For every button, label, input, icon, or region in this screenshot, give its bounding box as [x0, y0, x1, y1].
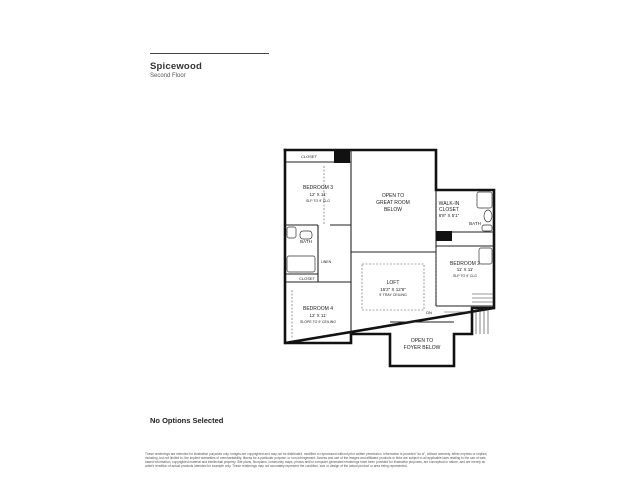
- sink-icon: [482, 225, 492, 231]
- bathtub-icon: [287, 256, 315, 272]
- walk-in-closet-size: 6'8" X 5'1": [438, 213, 460, 218]
- options-status: No Options Selected: [150, 416, 224, 425]
- toilet-icon: [484, 210, 492, 222]
- linen-label: LINEN: [320, 260, 332, 264]
- bedroom2-name: BEDROOM 2: [449, 261, 481, 267]
- walk-in-closet-line1: WALK-IN: [438, 201, 460, 207]
- closet-bottom-label: CLOSET: [298, 276, 316, 281]
- shower-icon: [477, 192, 492, 208]
- floor-label: Second Floor: [150, 73, 186, 79]
- stair-label: DN: [426, 310, 432, 315]
- open-great-room-line3: BELOW: [383, 207, 403, 213]
- walk-in-closet-line2: CLOSET: [438, 207, 460, 213]
- open-foyer-line1: OPEN TO: [410, 338, 434, 344]
- loft-size: 15'2" X 12'8": [380, 287, 406, 292]
- exterior-walls: [285, 150, 494, 366]
- tub-icon: [479, 248, 492, 264]
- bedroom4-name: BEDROOM 4: [302, 306, 334, 312]
- bedroom4-size: 12' X 11': [309, 313, 327, 318]
- bedroom3-name: BEDROOM 3: [302, 185, 334, 191]
- sink-icon: [300, 231, 312, 239]
- bedroom3-note: SLP TO 9' CLG: [305, 199, 331, 203]
- bedroom2-size: 11' X 11': [456, 267, 474, 272]
- open-foyer-line2: FOYER BELOW: [403, 345, 441, 351]
- open-great-room-line1: OPEN TO: [381, 193, 405, 199]
- bedroom4-note: SLOPE TO 9' CEILING: [300, 320, 336, 324]
- closet-label: CLOSET: [300, 154, 318, 159]
- bath-left-label: BATH: [300, 239, 312, 244]
- open-great-room-line2: GREAT ROOM: [376, 200, 410, 206]
- loft-note: 9' TRAY CEILING: [379, 293, 407, 297]
- bath-right-label: BATH: [469, 221, 481, 226]
- disclaimer-text: These renderings are intended for illustrative purposes only. Images are copyrighted and may not be distributed, modified or reproduced without prior written permission. Information is provided "as is", without warranty, either express or implied, including, but not limited to, the implied warranties of merchantability, fitness for a particular purpose, or non-infringement. Access and use of the images and affiliated products or links are subject to all applicable laws relating to the use of web-based information, copyrighted material and intellectual property. Site plans, floorplans, community maps, photos and/or computer-generated renderings have been provided for illustrative purposes, are conceptual in nature, and are merely an artist's rendition of actual products intended for example only. These renderings may not accurately represent the condition, size or design of the actual product or area being represented.: [145, 452, 488, 468]
- bedroom2-note: SLP TO 9' CLG: [452, 274, 478, 278]
- toilet-icon: [287, 227, 296, 238]
- loft-name: LOFT: [386, 280, 400, 286]
- bedroom3-size: 12' X 11': [309, 192, 327, 197]
- plan-name: Spicewood: [150, 61, 202, 72]
